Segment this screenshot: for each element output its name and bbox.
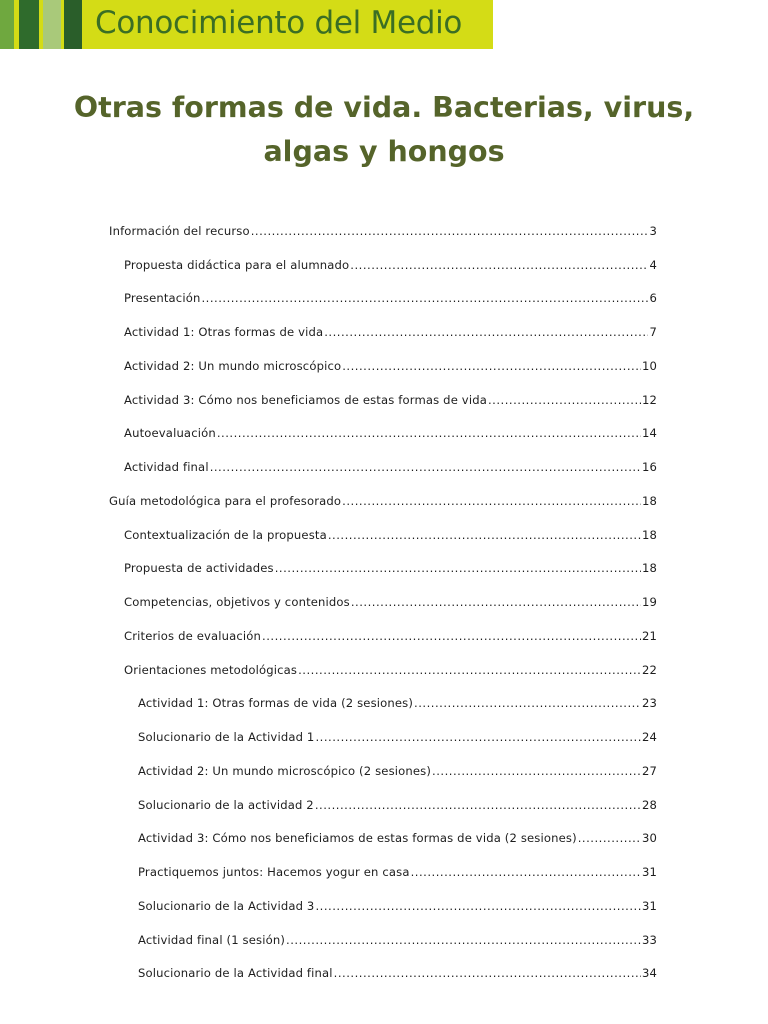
toc-dot-leader <box>578 831 641 845</box>
toc-entry[interactable] <box>0 450 768 484</box>
toc-entry[interactable] <box>0 552 768 586</box>
toc-entry[interactable] <box>0 889 768 923</box>
toc-entry-page: 33 <box>641 932 657 947</box>
toc-dot-leader <box>342 359 641 373</box>
toc-dot-leader <box>488 393 641 407</box>
toc-entry[interactable] <box>0 315 768 349</box>
toc-entry[interactable] <box>0 619 768 653</box>
toc-entry-page: 21 <box>641 628 657 643</box>
toc-dot-leader <box>315 730 640 744</box>
banner-stripe <box>0 0 14 49</box>
toc-dot-leader <box>324 325 648 339</box>
toc-entry-page: 24 <box>641 730 657 745</box>
toc-entry-page: 18 <box>641 561 657 576</box>
toc-dot-leader <box>286 933 641 947</box>
toc-entry-page: 23 <box>641 696 657 711</box>
banner-stripes <box>0 0 86 49</box>
toc-entry[interactable] <box>0 855 768 889</box>
toc-entry-label: Solucionario de la Actividad 3 <box>138 898 315 913</box>
toc-entry-label: Actividad 2: Un mundo microscópico (2 sesiones) <box>138 763 432 778</box>
toc-entry-label: Actividad 1: Otras formas de vida (2 sesiones) <box>138 696 414 711</box>
toc-entry-page: 22 <box>641 662 657 677</box>
banner-stripe <box>43 0 61 49</box>
toc-entry-label: Presentación <box>124 291 201 306</box>
toc-entry[interactable] <box>0 518 768 552</box>
toc-entry-label: Actividad final (1 sesión) <box>138 932 286 947</box>
banner-stripe <box>64 0 82 49</box>
toc-dot-leader <box>315 798 641 812</box>
toc-dot-leader <box>217 426 641 440</box>
toc-entry-page: 12 <box>641 392 657 407</box>
toc-dot-leader <box>328 528 641 542</box>
header-banner <box>0 0 493 49</box>
toc-dot-leader <box>315 899 640 913</box>
toc-entry[interactable] <box>0 822 768 856</box>
toc-entry[interactable] <box>0 585 768 619</box>
toc-entry[interactable] <box>0 653 768 687</box>
toc-entry-label: Competencias, objetivos y contenidos <box>124 595 350 610</box>
toc-entry[interactable] <box>0 248 768 282</box>
toc-entry-label: Actividad 1: Otras formas de vida <box>124 325 324 340</box>
toc-entry-label: Información del recurso <box>109 223 250 238</box>
toc-dot-leader <box>432 764 641 778</box>
toc-entry[interactable] <box>0 788 768 822</box>
toc-entry-label: Contextualización de la propuesta <box>124 527 327 542</box>
toc-entry-page: 18 <box>641 527 657 542</box>
toc-entry-page: 4 <box>649 257 657 272</box>
toc-entry[interactable] <box>0 484 768 518</box>
table-of-contents <box>0 214 768 990</box>
toc-entry-page: 31 <box>641 865 657 880</box>
toc-dot-leader <box>351 595 641 609</box>
toc-dot-leader <box>275 561 641 575</box>
toc-entry[interactable] <box>0 923 768 957</box>
toc-entry[interactable] <box>0 720 768 754</box>
toc-entry-page: 3 <box>649 223 657 238</box>
toc-dot-leader <box>201 291 648 305</box>
toc-entry-label: Solucionario de la Actividad 1 <box>138 730 315 745</box>
toc-dot-leader <box>262 629 641 643</box>
toc-entry-page: 30 <box>641 831 657 846</box>
toc-dot-leader <box>411 865 641 879</box>
toc-entry[interactable] <box>0 417 768 451</box>
toc-dot-leader <box>298 663 641 677</box>
toc-entry-page: 34 <box>641 966 657 981</box>
toc-entry[interactable] <box>0 957 768 991</box>
toc-dot-leader <box>414 696 641 710</box>
toc-entry-label: Actividad 3: Cómo nos beneficiamos de estas formas de vida <box>124 392 487 407</box>
toc-entry[interactable] <box>0 687 768 721</box>
toc-dot-leader <box>251 224 649 238</box>
toc-entry-label: Solucionario de la Actividad final <box>138 966 333 981</box>
toc-entry-label: Autoevaluación <box>124 426 216 441</box>
toc-entry-label: Actividad 3: Cómo nos beneficiamos de estas formas de vida (2 sesiones) <box>138 831 577 846</box>
toc-dot-leader <box>350 258 648 272</box>
toc-entry[interactable] <box>0 754 768 788</box>
toc-entry-label: Criterios de evaluación <box>124 628 262 643</box>
toc-dot-leader <box>210 460 641 474</box>
toc-entry[interactable] <box>0 383 768 417</box>
toc-entry-page: 18 <box>641 493 657 508</box>
toc-entry-label: Orientaciones metodológicas <box>124 662 298 677</box>
toc-entry-label: Guía metodológica para el profesorado <box>109 493 342 508</box>
toc-entry-label: Propuesta de actividades <box>124 561 274 576</box>
toc-dot-leader <box>334 966 641 980</box>
toc-entry-page: 28 <box>641 797 657 812</box>
toc-entry[interactable] <box>0 349 768 383</box>
toc-entry-label: Practiquemos juntos: Hacemos yogur en casa <box>138 865 410 880</box>
toc-entry-page: 27 <box>641 763 657 778</box>
toc-entry-page: 7 <box>649 325 657 340</box>
banner-stripe <box>19 0 39 49</box>
toc-entry-page: 16 <box>641 460 657 475</box>
document-title: Otras formas de vida. Bacterias, virus, algas y hongos <box>73 91 695 168</box>
toc-dot-leader <box>342 494 641 508</box>
toc-entry-page: 10 <box>641 358 657 373</box>
toc-entry-label: Actividad final <box>124 460 209 475</box>
toc-entry-label: Propuesta didáctica para el alumnado <box>124 257 350 272</box>
toc-entry[interactable] <box>0 214 768 248</box>
toc-entry[interactable] <box>0 282 768 316</box>
toc-entry-page: 31 <box>641 898 657 913</box>
toc-entry-page: 6 <box>649 291 657 306</box>
banner-title: Conocimiento del Medio <box>95 5 463 41</box>
toc-entry-label: Actividad 2: Un mundo microscópico <box>124 358 342 373</box>
toc-entry-label: Solucionario de la actividad 2 <box>138 797 314 812</box>
toc-entry-page: 14 <box>641 426 657 441</box>
toc-entry-page: 19 <box>641 595 657 610</box>
